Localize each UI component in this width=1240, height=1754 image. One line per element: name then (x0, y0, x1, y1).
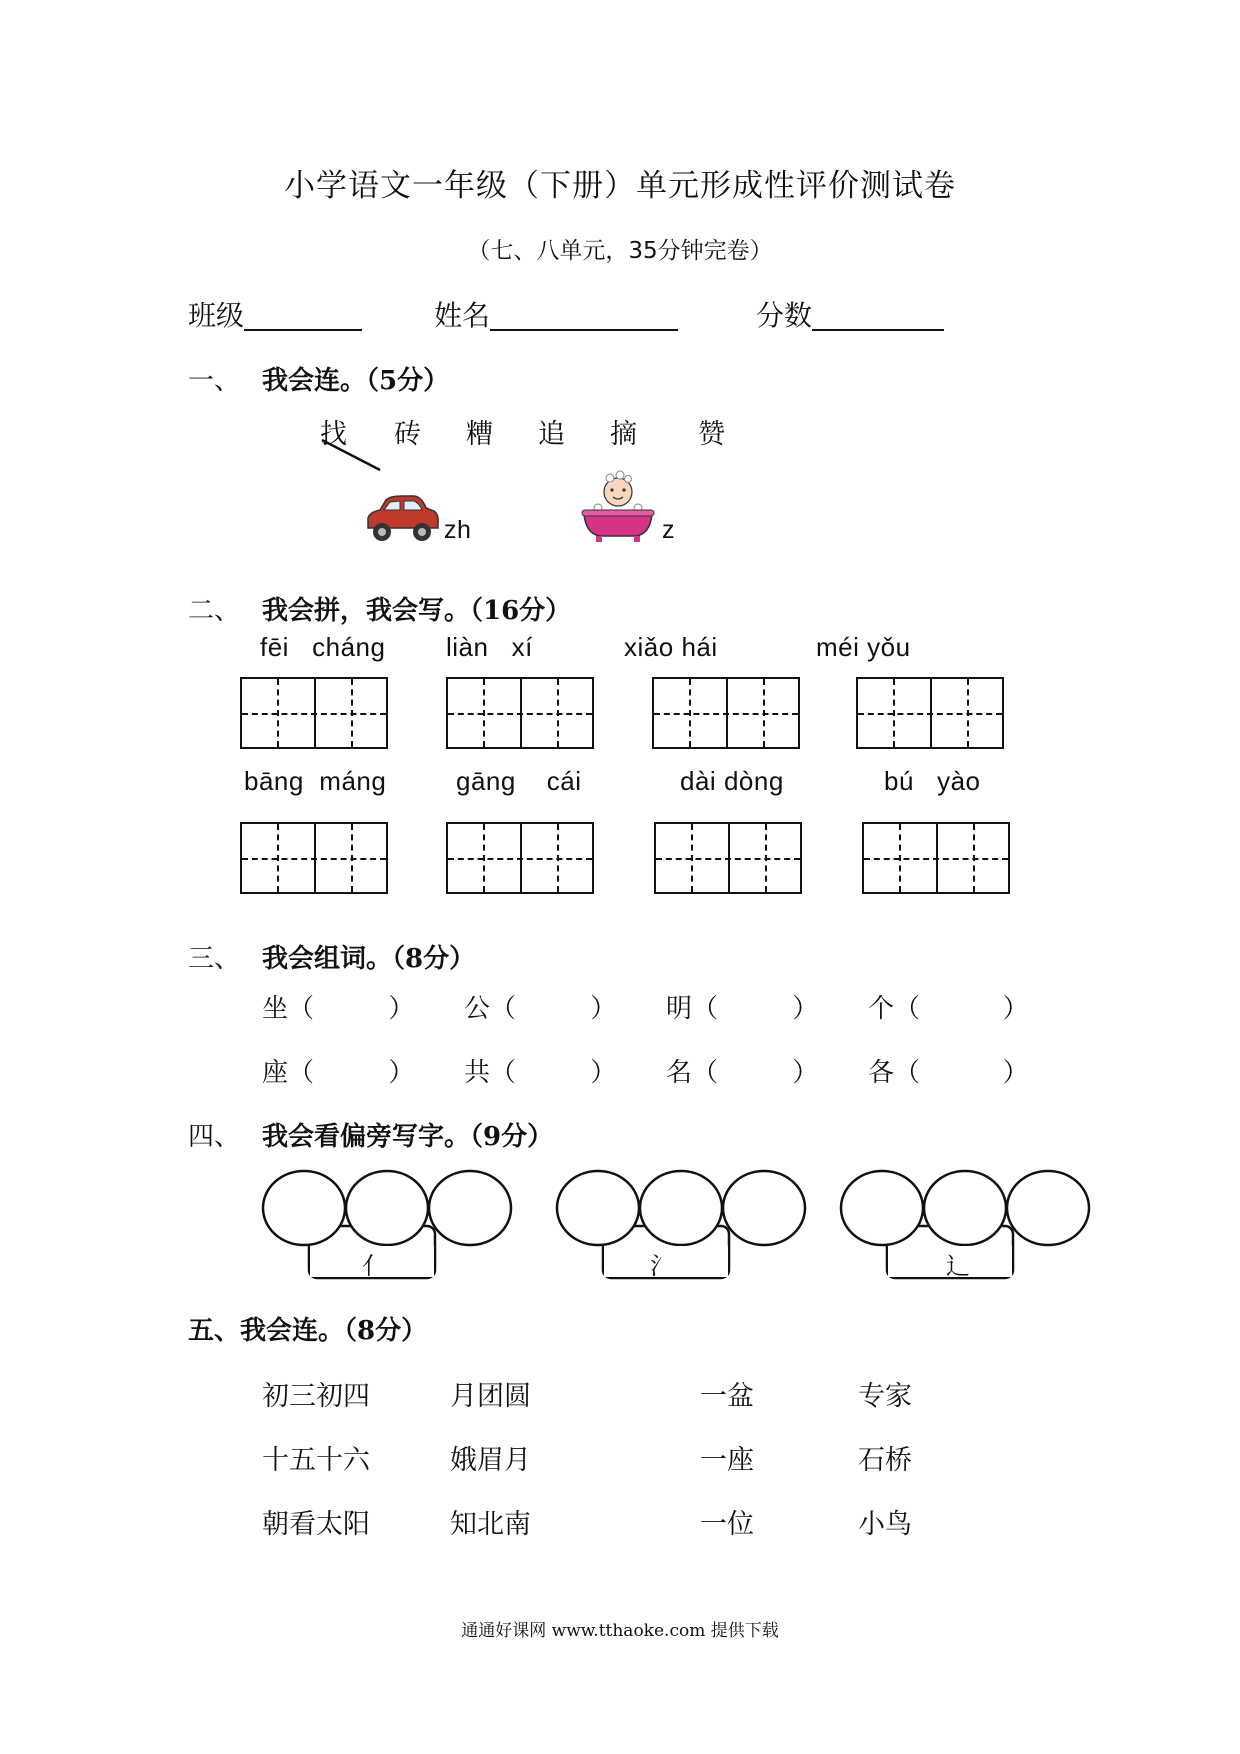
name-label: 姓名 (434, 299, 491, 332)
class-field (188, 294, 362, 334)
writing-grid[interactable] (862, 822, 1010, 894)
word-blank[interactable]: 公（ ） (464, 994, 617, 1024)
section1-char: 摘 (610, 419, 637, 450)
car-icon (362, 494, 442, 546)
writing-grid[interactable] (240, 822, 388, 894)
match-item[interactable]: 娥眉月 (450, 1445, 531, 1476)
word-blank[interactable]: 各（ ） (868, 1058, 1029, 1088)
word-blank[interactable]: 个（ ） (868, 994, 1029, 1024)
match-item[interactable]: 石桥 (858, 1445, 912, 1476)
word-blank[interactable]: 座（ ） (262, 1058, 415, 1088)
match-item[interactable]: 月团圆 (450, 1381, 531, 1412)
section5-heading: 五、我会连。（8分） (188, 1316, 428, 1346)
section4-heading: 四、 我会看偏旁写字。（9分） (188, 1122, 554, 1152)
score-blank[interactable] (812, 299, 944, 331)
name-blank[interactable] (490, 299, 678, 331)
writing-grid[interactable] (240, 677, 388, 749)
section1-char: 赞 (698, 419, 725, 450)
match-item[interactable]: 朝看太阳 (262, 1509, 370, 1540)
word-blank[interactable]: 共（ ） (464, 1058, 617, 1088)
match-item[interactable]: 一位 (700, 1509, 754, 1540)
page-title: 小学语文一年级（下册）单元形成性评价测试卷 (284, 168, 956, 204)
radical-label: 氵 (650, 1252, 674, 1280)
z-label: z (662, 516, 675, 544)
match-item[interactable]: 小鸟 (858, 1509, 912, 1540)
section1-char: 追 (538, 419, 565, 450)
score-field (756, 294, 944, 334)
class-blank[interactable] (244, 299, 362, 331)
pinyin-8: bú yào (884, 766, 981, 796)
writing-grid[interactable] (446, 677, 594, 749)
match-item[interactable]: 初三初四 (262, 1381, 370, 1412)
match-item[interactable]: 一盆 (700, 1381, 754, 1412)
class-label: 班级 (188, 299, 245, 332)
section3-heading: 三、 我会组词。（8分） (188, 944, 476, 974)
pinyin-6: gāng cái (456, 766, 582, 796)
writing-grid[interactable] (652, 677, 800, 749)
pinyin-1: fēi cháng (260, 632, 386, 662)
example-connect-line (318, 436, 388, 476)
footer-credit: 通通好课网 www.tthaoke.com 提供下载 (461, 1621, 779, 1641)
pinyin-5: bāng máng (244, 766, 387, 796)
section2-heading: 二、 我会拼，我会写。（16分） (188, 596, 572, 626)
pinyin-2: liàn xí (446, 632, 533, 662)
match-item[interactable]: 知北南 (450, 1509, 531, 1540)
word-blank[interactable]: 名（ ） (666, 1058, 819, 1088)
section1-char: 找 (320, 419, 347, 450)
writing-grid[interactable] (446, 822, 594, 894)
section1-char: 糟 (466, 419, 493, 450)
word-blank[interactable]: 坐（ ） (262, 994, 415, 1024)
name-field (434, 294, 678, 334)
zh-label: zh (444, 516, 472, 544)
match-item[interactable]: 专家 (858, 1381, 912, 1412)
match-item[interactable]: 十五十六 (262, 1445, 370, 1476)
pinyin-4: méi yǒu (816, 632, 911, 662)
pinyin-7: dài dòng (680, 766, 784, 796)
radical-group-1[interactable] (260, 1168, 520, 1288)
radical-label: 亻 (362, 1252, 386, 1280)
word-blank[interactable]: 明（ ） (666, 994, 819, 1024)
writing-grid[interactable] (856, 677, 1004, 749)
score-label: 分数 (756, 299, 813, 332)
writing-grid[interactable] (654, 822, 802, 894)
match-item[interactable]: 一座 (700, 1445, 754, 1476)
pinyin-3: xiǎo hái (624, 632, 718, 662)
section1-char: 砖 (394, 419, 421, 450)
radical-group-2[interactable] (554, 1168, 814, 1288)
baby-bath-icon (580, 470, 656, 544)
radical-label: 辶 (946, 1252, 970, 1280)
page-subtitle: （七、八单元，35分钟完卷） (467, 238, 773, 264)
section1-heading: 一、 我会连。（5分） (188, 366, 450, 396)
